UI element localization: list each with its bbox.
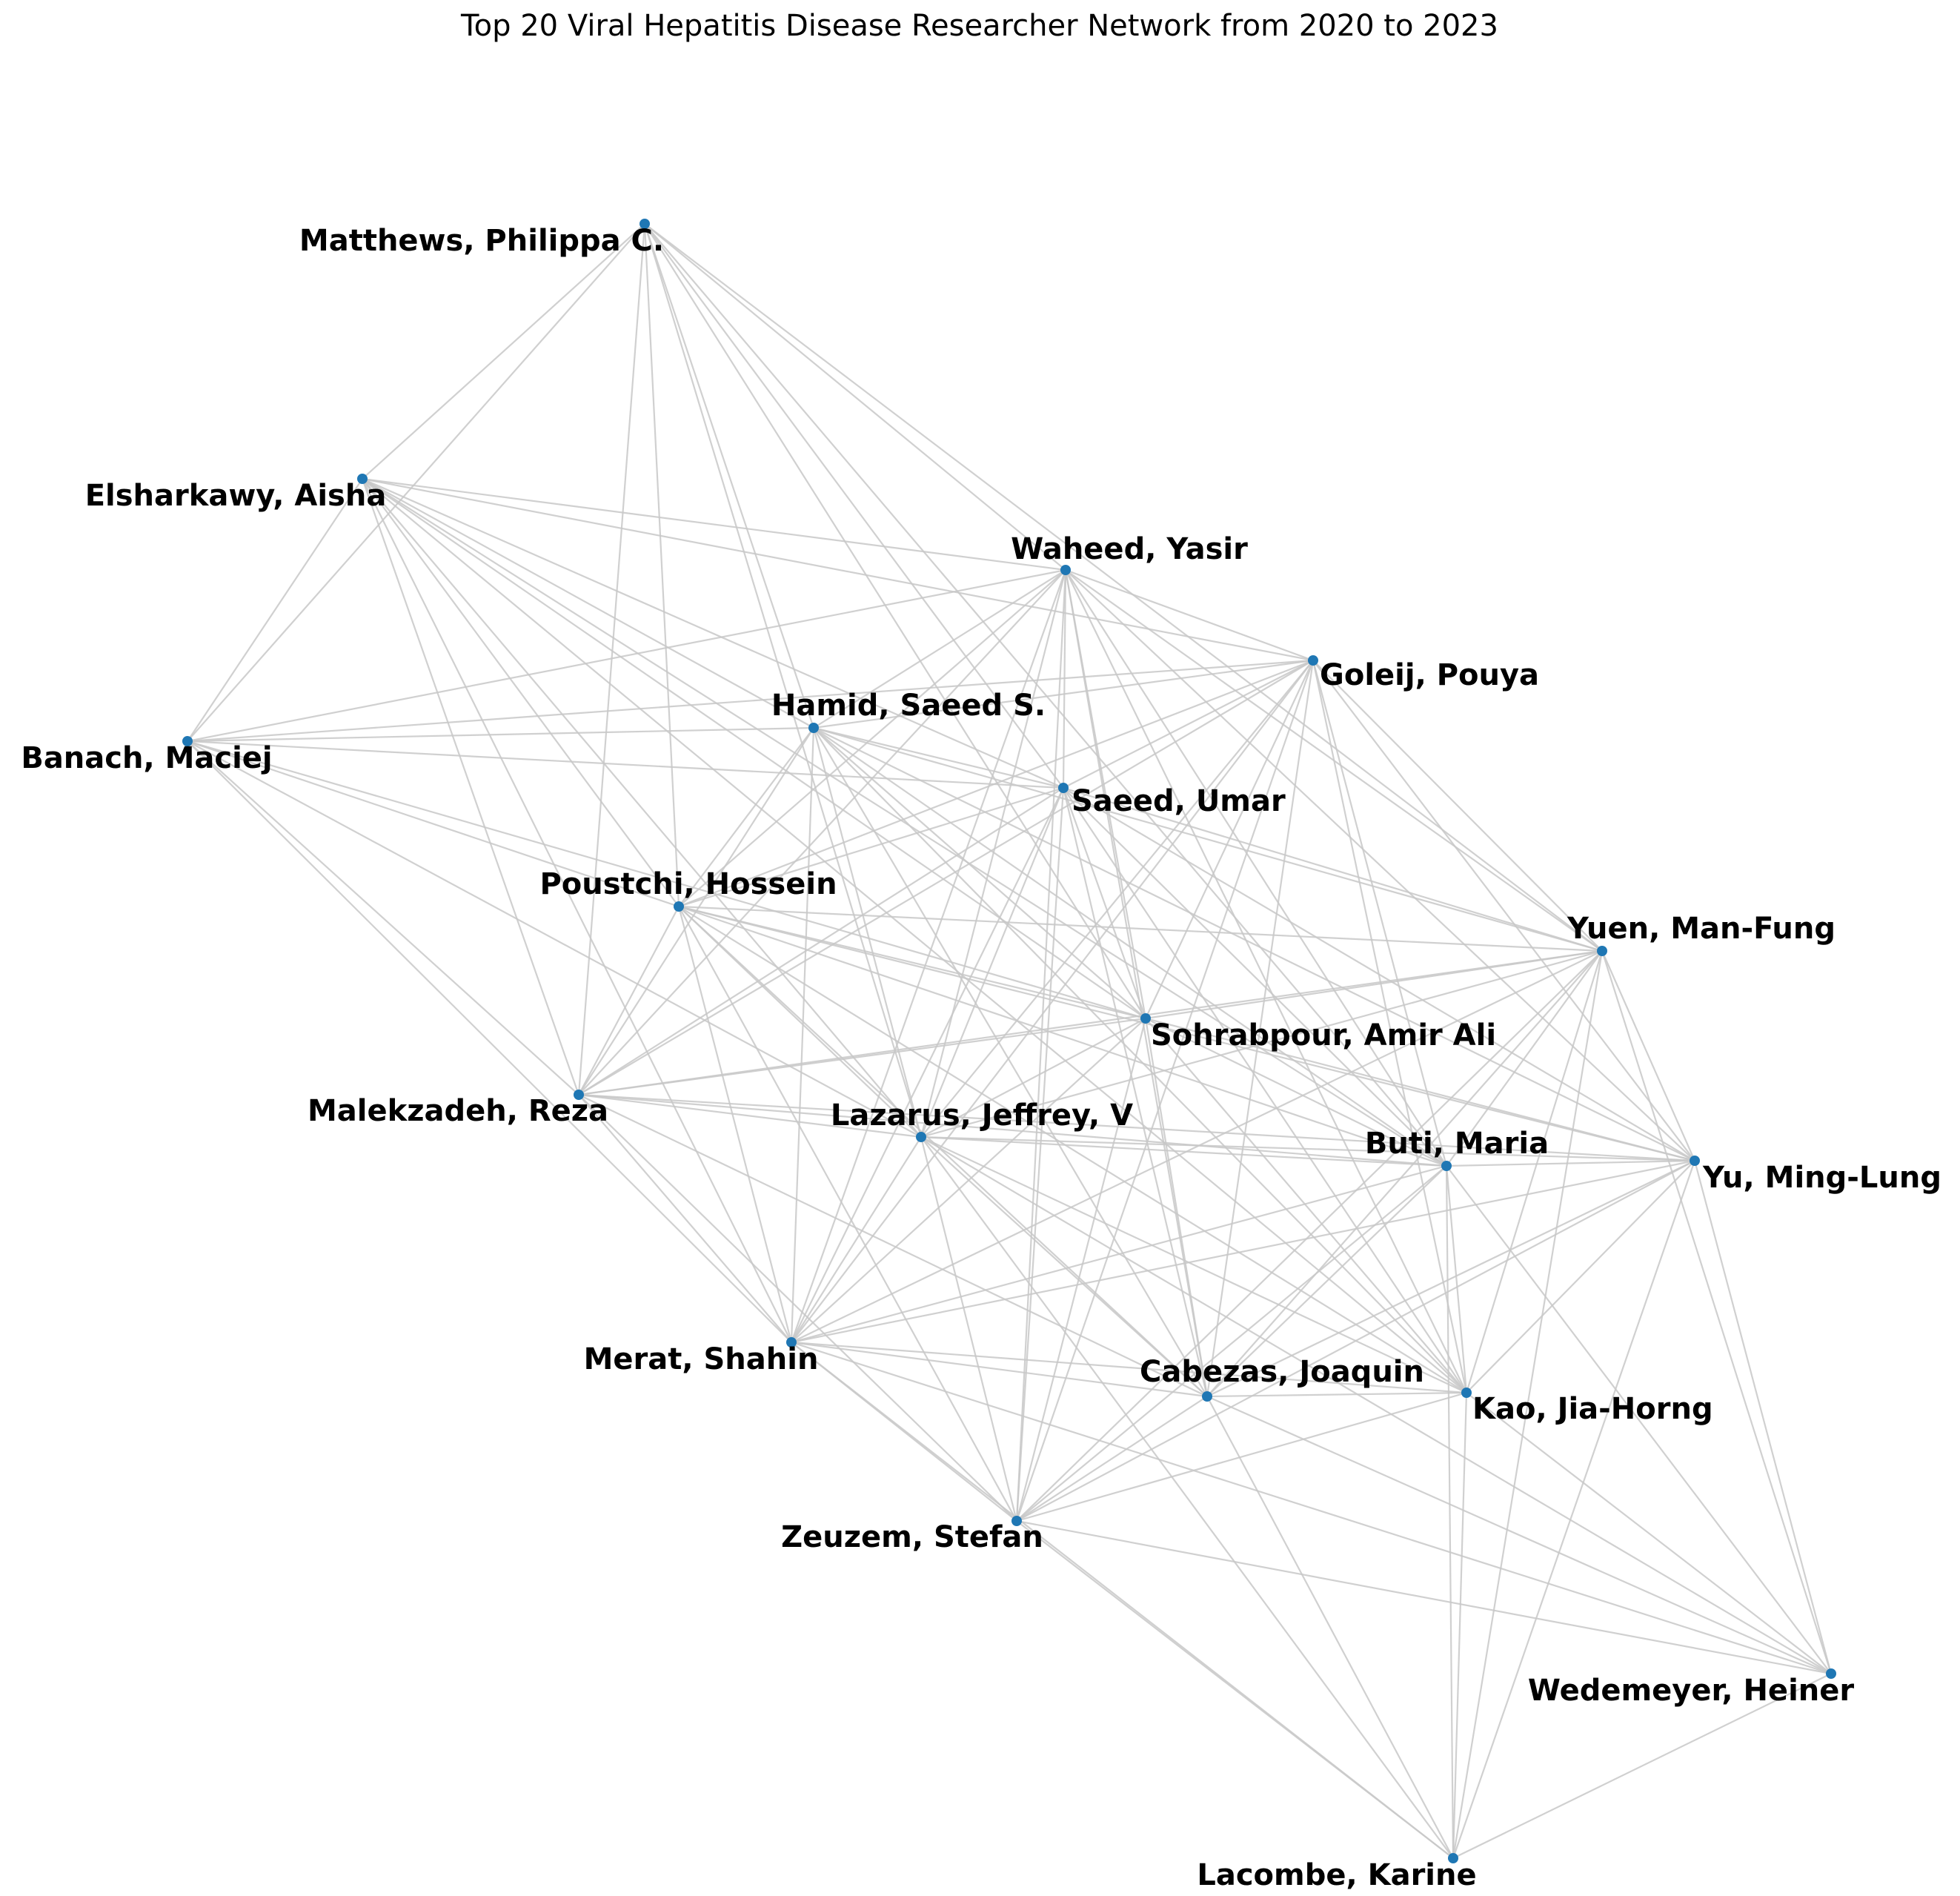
node-label-lazarus: Lazarus, Jeffrey, V <box>830 1098 1134 1133</box>
node-lazarus <box>916 1132 926 1142</box>
node-label-waheed: Waheed, Yasir <box>1011 532 1248 566</box>
edge-matthews-poustchi <box>645 224 679 906</box>
edge-yu-zeuzem <box>1017 1161 1695 1521</box>
edge-matthews-elsharkawy <box>362 224 645 479</box>
edge-lazarus-yu <box>921 1137 1695 1161</box>
node-label-saeed: Saeed, Umar <box>1072 784 1286 818</box>
node-label-lacombe: Lacombe, Karine <box>1197 1858 1477 1892</box>
edge-poustchi-zeuzem <box>679 906 1017 1521</box>
edge-banach-merat <box>187 741 791 1342</box>
edge-hamid-cabezas <box>814 728 1207 1396</box>
edge-banach-malekzadeh <box>187 741 579 1095</box>
edge-poustchi-cabezas <box>679 906 1207 1396</box>
node-kao <box>1461 1388 1472 1398</box>
edge-buti-zeuzem <box>1017 1166 1446 1521</box>
edge-goleij-buti <box>1313 660 1446 1166</box>
node-buti <box>1441 1161 1452 1171</box>
edge-buti-yu <box>1446 1161 1695 1166</box>
node-label-hamid: Hamid, Saeed S. <box>771 689 1046 723</box>
edge-zeuzem-lacombe <box>1017 1521 1453 1858</box>
node-label-malekzadeh: Malekzadeh, Reza <box>307 1094 609 1128</box>
edges-layer <box>187 224 1831 1858</box>
node-label-goleij: Goleij, Pouya <box>1320 658 1540 692</box>
node-saeed <box>1058 783 1069 793</box>
edge-elsharkawy-poustchi <box>362 479 679 906</box>
node-cabezas <box>1202 1391 1212 1402</box>
edge-lazarus-zeuzem <box>921 1137 1017 1521</box>
node-label-cabezas: Cabezas, Joaquin <box>1140 1355 1424 1389</box>
node-label-merat: Merat, Shahin <box>583 1342 819 1376</box>
node-label-yu: Yu, Ming-Lung <box>1703 1161 1941 1195</box>
edge-matthews-waheed <box>645 224 1066 570</box>
edge-waheed-lazarus <box>921 570 1066 1137</box>
node-goleij <box>1308 655 1318 666</box>
node-yuen <box>1597 946 1607 956</box>
diagram-title: Top 20 Viral Hepatitis Disease Researcher Network from 2020 to 2023 <box>461 9 1498 43</box>
node-sohrabpour <box>1140 1013 1151 1024</box>
edge-elsharkawy-hamid <box>362 479 814 728</box>
node-hamid <box>808 723 819 733</box>
edge-lazarus-lacombe <box>921 1137 1453 1858</box>
edge-elsharkawy-lazarus <box>362 479 921 1137</box>
edge-cabezas-lacombe <box>1207 1396 1453 1858</box>
node-poustchi <box>674 901 684 912</box>
edge-saeed-kao <box>1063 788 1466 1393</box>
edge-saeed-yu <box>1063 788 1695 1161</box>
edge-cabezas-zeuzem <box>1017 1396 1207 1521</box>
edge-saeed-sohrabpour <box>1063 788 1146 1018</box>
node-label-zeuzem: Zeuzem, Stefan <box>781 1520 1043 1554</box>
node-label-kao: Kao, Jia-Horng <box>1472 1392 1713 1426</box>
edge-hamid-kao <box>814 728 1466 1393</box>
edge-hamid-lazarus <box>814 728 921 1137</box>
edge-yu-kao <box>1466 1161 1695 1393</box>
edge-elsharkawy-malekzadeh <box>362 479 579 1095</box>
edge-waheed-poustchi <box>679 570 1066 906</box>
edge-buti-lacombe <box>1446 1166 1453 1858</box>
edge-banach-saeed <box>187 741 1063 788</box>
edge-yu-wedemeyer <box>1695 1161 1831 1674</box>
edge-yuen-yu <box>1602 951 1695 1161</box>
edge-yu-lacombe <box>1453 1161 1695 1858</box>
edge-poustchi-malekzadeh <box>579 906 679 1095</box>
node-label-elsharkawy: Elsharkawy, Aisha <box>84 479 387 513</box>
edge-matthews-yuen <box>645 224 1602 951</box>
node-waheed <box>1060 565 1071 575</box>
node-label-sohrabpour: Sohrabpour, Amir Ali <box>1151 1018 1497 1053</box>
edge-matthews-hamid <box>645 224 814 728</box>
node-yu <box>1690 1156 1700 1166</box>
edge-cabezas-kao <box>1207 1393 1466 1396</box>
node-label-yuen: Yuen, Man-Fung <box>1567 912 1836 946</box>
node-label-poustchi: Poustchi, Hossein <box>539 867 837 901</box>
edge-cabezas-wedemeyer <box>1207 1396 1831 1674</box>
edge-yuen-wedemeyer <box>1602 951 1831 1674</box>
node-label-wedemeyer: Wedemeyer, Heiner <box>1527 1674 1855 1708</box>
edge-elsharkawy-saeed <box>362 479 1063 788</box>
edge-hamid-merat <box>791 728 814 1342</box>
edge-elsharkawy-banach <box>187 479 362 741</box>
labels-layer <box>21 224 1941 1892</box>
edge-matthews-lazarus <box>645 224 921 1137</box>
edge-goleij-merat <box>791 660 1313 1342</box>
edge-elsharkawy-waheed <box>362 479 1066 570</box>
edge-kao-wedemeyer <box>1466 1393 1831 1674</box>
node-label-buti: Buti, Maria <box>1364 1127 1549 1161</box>
edge-elsharkawy-merat <box>362 479 791 1342</box>
node-label-matthews: Matthews, Philippa C. <box>299 224 665 258</box>
node-label-banach: Banach, Maciej <box>21 741 273 775</box>
